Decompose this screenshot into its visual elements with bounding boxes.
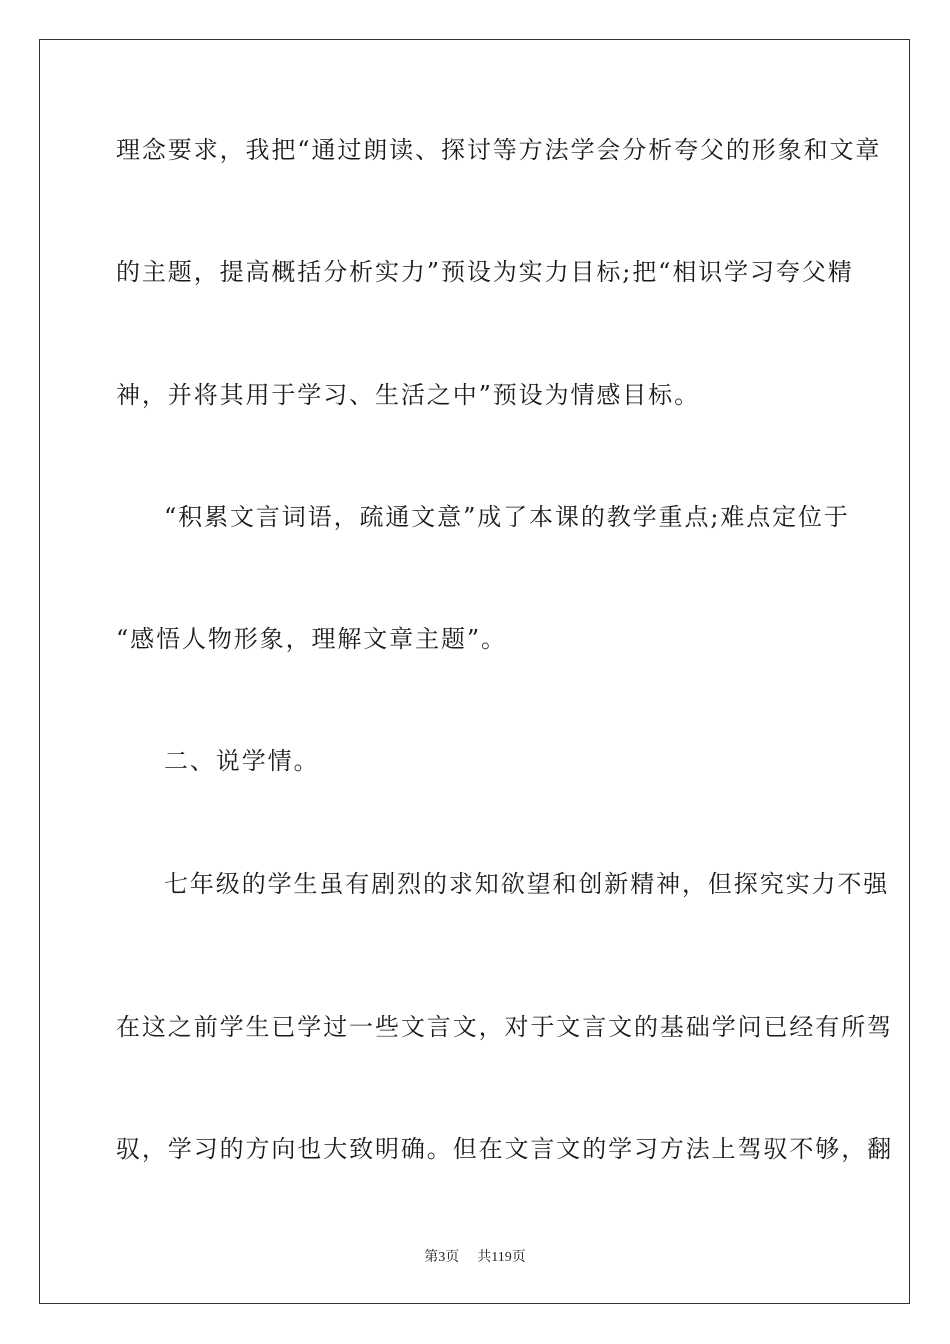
body-line-2: 的主题，提高概括分析实力”预设为实力目标;把“相识学习夸父精 xyxy=(116,258,854,286)
page-footer xyxy=(0,1246,950,1266)
page-total: 共119页 xyxy=(477,1250,526,1265)
section-heading-learning-situation: 二、说学情。 xyxy=(164,747,320,775)
body-line-1: 理念要求，我把“通过朗读、探讨等方法学会分析夸父的形象和文章 xyxy=(116,136,882,164)
body-line-5: “感悟人物形象，理解文章主题”。 xyxy=(116,625,507,653)
body-line-3: 神，并将其用于学习、生活之中”预设为情感目标。 xyxy=(116,381,700,409)
page-number: 第3页 xyxy=(424,1250,460,1265)
body-line-8: 在这之前学生已学过一些文言文，对于文言文的基础学问已经有所驾 xyxy=(116,1013,893,1041)
body-line-4: “积累文言词语，疏通文意”成了本课的教学重点;难点定位于 xyxy=(164,503,850,531)
page-frame xyxy=(39,39,910,1304)
body-line-7: 七年级的学生虽有剧烈的求知欲望和创新精神，但探究实力不强 xyxy=(164,870,890,898)
body-line-9: 驭，学习的方向也大致明确。但在文言文的学习方法上驾驭不够，翻 xyxy=(116,1135,893,1163)
